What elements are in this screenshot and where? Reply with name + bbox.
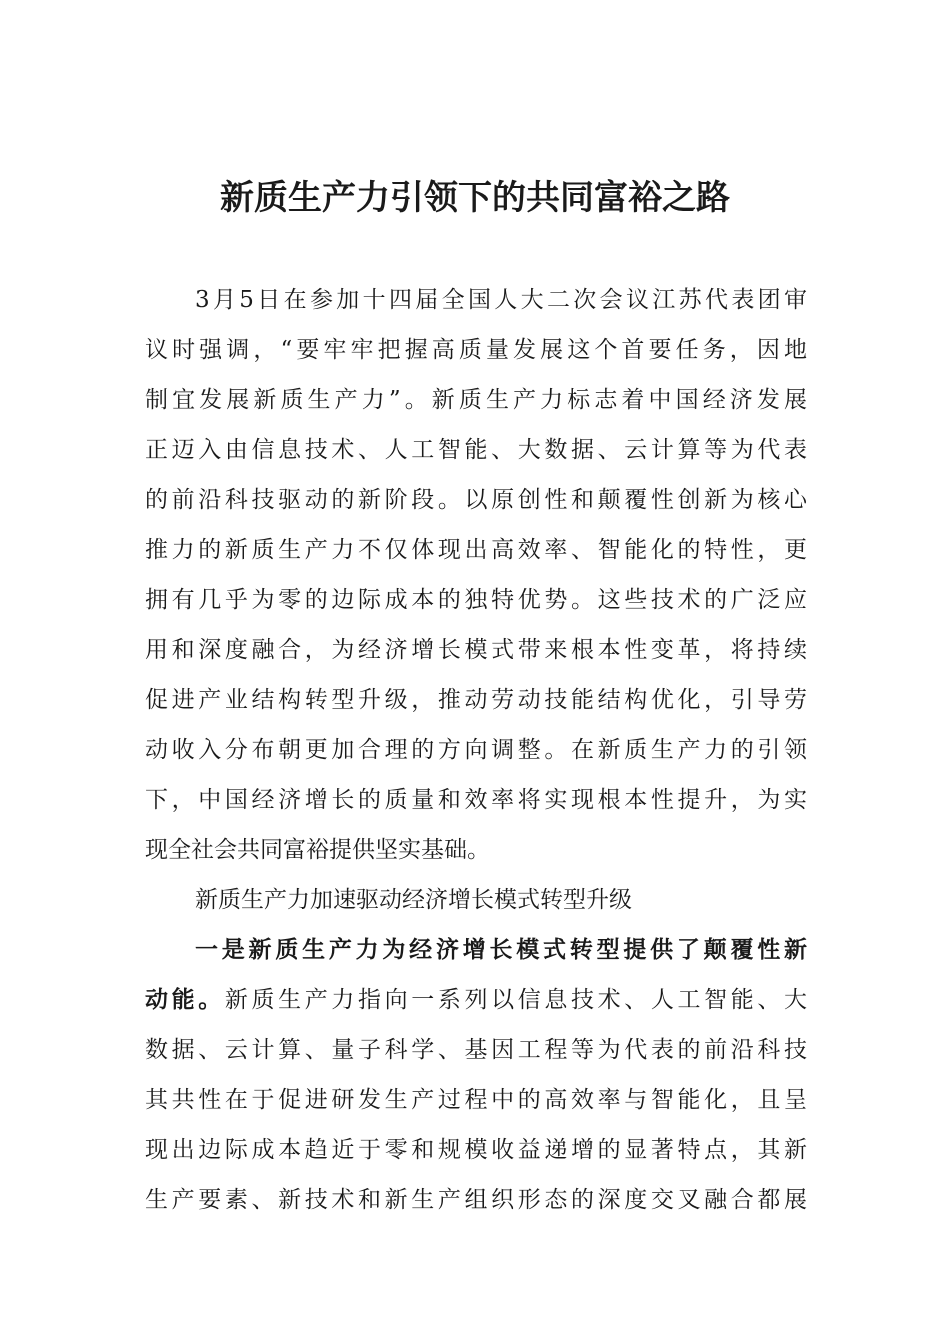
paragraph-line: 的前沿科技驱动的新阶段。以原创性和颠覆性创新为核心 bbox=[145, 487, 807, 513]
paragraph-line: 数据、云计算、量子科学、基因工程等为代表的前沿科技 bbox=[145, 1037, 807, 1063]
paragraph-line: 现全社会共同富裕提供坚实基础。 bbox=[145, 837, 490, 863]
paragraph-line bbox=[145, 975, 807, 1025]
paragraph-line: 推力的新质生产力不仅体现出高效率、智能化的特性，更 bbox=[145, 537, 807, 563]
paragraph-line: 正迈入由信息技术、人工智能、大数据、云计算等为代表 bbox=[145, 437, 807, 463]
paragraph-text: 新质生产力指向一系列以信息技术、人工智能、大 bbox=[224, 987, 807, 1013]
section-heading: 新质生产力加速驱动经济增长模式转型升级 bbox=[195, 887, 632, 913]
paragraph-line: 拥有几乎为零的边际成本的独特优势。这些技术的广泛应 bbox=[145, 587, 807, 613]
paragraph-line: 用和深度融合，为经济增长模式带来根本性变革，将持续 bbox=[145, 637, 807, 663]
paragraph-lead-line: 一是新质生产力为经济增长模式转型提供了颠覆性新 bbox=[195, 936, 807, 963]
paragraph-line: 促进产业结构转型升级，推动劳动技能结构优化，引导劳 bbox=[145, 687, 807, 713]
paragraph-line: 制宜发展新质生产力”。新质生产力标志着中国经济发展 bbox=[145, 387, 807, 413]
paragraph-line: 动收入分布朝更加合理的方向调整。在新质生产力的引领 bbox=[145, 737, 807, 763]
paragraph-line: 下，中国经济增长的质量和效率将实现根本性提升，为实 bbox=[145, 787, 807, 813]
paragraph-1 bbox=[145, 275, 807, 875]
paragraph-line: 现出边际成本趋近于零和规模收益递增的显著特点，其新 bbox=[145, 1137, 807, 1163]
paragraph-line: 其共性在于促进研发生产过程中的高效率与智能化，且呈 bbox=[145, 1087, 807, 1113]
paragraph-2 bbox=[145, 925, 807, 1225]
paragraph-line: 议时强调，“要牢牢把握高质量发展这个首要任务，因地 bbox=[145, 337, 807, 363]
document-title: 新质生产力引领下的共同富裕之路 bbox=[220, 178, 730, 218]
paragraph-lead-text: 动能。 bbox=[145, 986, 225, 1013]
paragraph-line: 3月5日在参加十四届全国人大二次会议江苏代表团审 bbox=[195, 287, 807, 313]
paragraph-line: 生产要素、新技术和新生产组织形态的深度交叉融合都展 bbox=[145, 1187, 807, 1213]
